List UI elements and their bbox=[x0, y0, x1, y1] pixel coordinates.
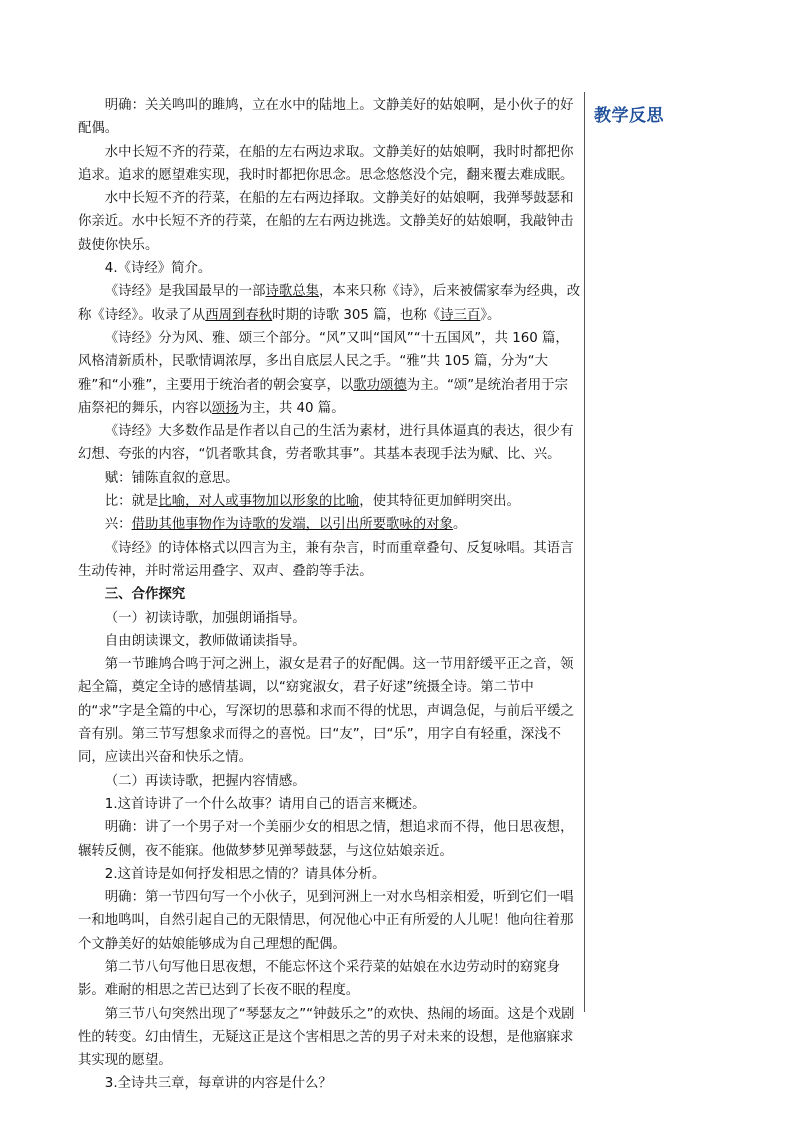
subheading: （一）初读诗歌，加强朗诵指导。 bbox=[104, 610, 306, 626]
answer: 第二节八句写他日思夜想，不能忘怀这个采荇菜的姑娘在水边劳动时的窈窕身影。难耐的相思之苦已达到了长夜不眠的程度。 bbox=[78, 959, 561, 999]
definition-xing: 兴：借助其他事物作为诗歌的发端，以引出所要歌咏的对象。 bbox=[104, 517, 467, 533]
question: 3.全诗共三章，每章讲的内容是什么？ bbox=[104, 1076, 332, 1092]
paragraph: 自由朗读课文，教师做诵读指导。 bbox=[104, 633, 306, 649]
section-heading: 三、合作探究 bbox=[104, 587, 186, 603]
subheading: 4.《诗经》简介。 bbox=[104, 261, 212, 277]
paragraph: 水中长短不齐的荇菜，在船的左右两边求取。文静美好的姑娘啊，我时时都把你追求。追求的愿望难实现，我时时都把你思念。思念悠悠没个完，翻来覆去难成眠。 bbox=[78, 144, 574, 183]
answer: 明确：讲了一个男子对一个美丽少女的相思之情，想追求而不得，他日思夜想，辗转反侧，夜不能寐。他做梦梦见弹琴鼓瑟，与这位姑娘亲近。 bbox=[78, 820, 574, 859]
question: 2.这首诗是如何抒发相思之情的？请具体分析。 bbox=[104, 866, 386, 882]
paragraph: 第一节雎鸠合鸣于河之洲上，淑女是君子的好配偶。这一节用舒缓平正之音，领起全篇，奠定全诗的感情基调，以“窈窕淑女，君子好逑”统摄全诗。第二节中的“求”字是全篇的中心，写深切的思慕和求而不得的忧思，声调急促，与前后平缓之音有别。第三节写想象求而得之的喜悦。曰“友”，曰“乐”，用字自有轻重，深浅不同，应读出兴奋和快乐之情。 bbox=[78, 657, 574, 766]
answer: 第三节八句突然出现了“琴瑟友之”“钟鼓乐之”的欢快、热闹的场面。这是个戏剧性的转变。幻由情生，无疑这正是这个害相思之苦的男子对未来的设想，是他寤寐求其实现的愿望。 bbox=[78, 1006, 575, 1069]
paragraph: 《诗经》是我国最早的一部诗歌总集，本来只称《诗》，后来被儒家奉为经典，改称《诗经》。收录了从西周到春秋时期的诗歌 305 篇，也称《诗三百》。 bbox=[78, 284, 581, 323]
lesson-content bbox=[78, 94, 581, 1096]
answer: 明确：第一节四句写一个小伙子，见到河洲上一对水鸟相亲相爱，听到它们一唱一和地鸣叫，自然引起自己的无限情思，何况他心中正有所爱的人儿呢！他向往着那个文静美好的姑娘能够成为自己理想的配偶。 bbox=[78, 890, 574, 952]
paragraph: 《诗经》的诗体格式以四言为主，兼有杂言，时而重章叠句、反复咏唱。其语言生动传神，并时常运用叠字、双声、叠韵等手法。 bbox=[78, 540, 574, 579]
subheading: （二）再读诗歌，把握内容情感。 bbox=[104, 773, 306, 789]
paragraph: 明确：关关鸣叫的雎鸠，立在水中的陆地上。文静美好的姑娘啊，是小伙子的好配偶。 bbox=[78, 98, 574, 137]
paragraph: 水中长短不齐的荇菜，在船的左右两边择取。文静美好的姑娘啊，我弹琴鼓瑟和你亲近。水中长短不齐的荇菜，在船的左右两边挑选。文静美好的姑娘啊，我敲钟击鼓使你快乐。 bbox=[78, 191, 574, 253]
question: 1.这首诗讲了一个什么故事？请用自己的语言来概述。 bbox=[104, 796, 426, 812]
teaching-reflection-title: 教学反思 bbox=[594, 106, 664, 126]
definition-bi: 比：就是比喻，对人或事物加以形象的比喻，使其特征更加鲜明突出。 bbox=[104, 494, 520, 510]
paragraph: 《诗经》分为风、雅、颂三个部分。“风”又叫“国风”“十五国风”，共 160 篇，风格清新质朴，民歌情调浓厚，多出自底层人民之手。“雅”共 105 篇，分为“大雅”和“小雅”，主要用于统治者的朝会宴享，以歌功颂德为主。“颂”是统治者用于宗庙祭祀的舞乐，内容以颂扬为主，共 40 篇。 bbox=[78, 330, 569, 416]
column-divider bbox=[584, 92, 585, 1012]
paragraph: 《诗经》大多数作品是作者以自己的生活为素材，进行具体逼真的表达，很少有幻想、夸张的内容，“饥者歌其食，劳者歌其事”。其基本表现手法为赋、比、兴。 bbox=[78, 424, 574, 463]
definition-fu: 赋：铺陈直叙的意思。 bbox=[104, 470, 239, 486]
